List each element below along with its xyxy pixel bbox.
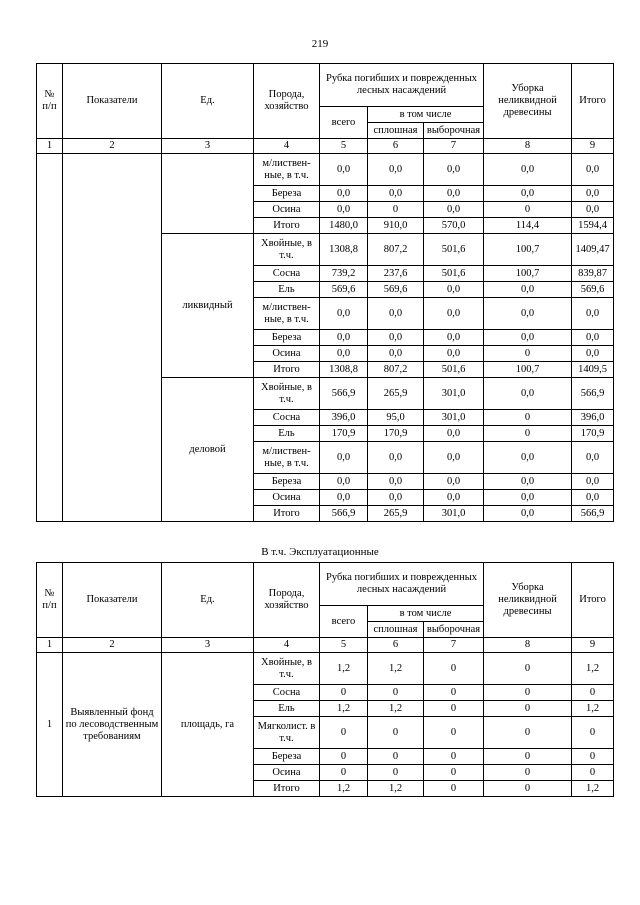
table-cell-value: 1480,0 [320,218,368,234]
t2-header-unit: Ед. [162,563,254,638]
table-cell-value: 0 [572,749,614,765]
species-cell: Сосна [254,410,320,426]
species-cell: Итого [254,506,320,522]
t1-column-number: 7 [424,139,484,154]
species-cell: Хвойные, в т.ч. [254,234,320,266]
table-cell-value: 170,9 [572,426,614,442]
table-cell-value: 0,0 [424,202,484,218]
table-cell-value: 0,0 [484,506,572,522]
species-cell: Ель [254,282,320,298]
table-cell-value: 301,0 [424,506,484,522]
t2-column-number: 9 [572,638,614,653]
table-cell-value: 0,0 [572,490,614,506]
table-cell-value: 0 [368,765,424,781]
species-cell: Итого [254,362,320,378]
species-cell: Итого [254,781,320,797]
table-cell-value: 0 [484,717,572,749]
table-cell-value: 566,9 [320,378,368,410]
table-cell-value: 0,0 [320,346,368,362]
t2-column-number: 4 [254,638,320,653]
table-cell-value: 0 [572,765,614,781]
table-cell-value: 0,0 [424,346,484,362]
table-cell-value: 265,9 [368,506,424,522]
t2-header-grand-total: Итого [572,563,614,638]
t2-header-total: всего [320,606,368,638]
table-cell-value: 0,0 [320,298,368,330]
table-cell-value: 0,0 [320,490,368,506]
table-row [37,154,614,186]
table-cell-value: 1594,4 [572,218,614,234]
table-cell-value: 0,0 [368,346,424,362]
t2-column-number: 1 [37,638,63,653]
table-cell-value: 0 [368,749,424,765]
table-cell-value: 0 [484,701,572,717]
table-cell-value: 0,0 [484,186,572,202]
table-cell-value: 100,7 [484,234,572,266]
table-cell-value: 0,0 [424,186,484,202]
species-cell: Береза [254,186,320,202]
table-cell-value: 0,0 [424,426,484,442]
t1-header-total: всего [320,107,368,139]
t2-header-indicators: Показатели [63,563,162,638]
species-cell: Сосна [254,266,320,282]
t2-header-felling: Рубка погибших и поврежденных лесных насаждений [320,563,484,606]
forest-table-main [36,63,614,522]
table-cell-value: 570,0 [424,218,484,234]
t1-header-selective: выборочная [424,123,484,139]
table-cell-value: 0 [484,202,572,218]
t2-header-cleanup: Уборка неликвидной древесины [484,563,572,638]
table-cell-value: 566,9 [320,506,368,522]
table-cell-value: 0,0 [424,442,484,474]
species-cell: Ель [254,426,320,442]
table-cell-value: 0 [484,781,572,797]
table-cell-value: 0,0 [320,186,368,202]
table-cell-value: 0,0 [320,330,368,346]
table-cell-value: 0 [484,426,572,442]
table-cell-value: 0,0 [320,202,368,218]
row-number-cell [37,154,63,522]
table-cell-value: 1409,5 [572,362,614,378]
table-cell-value: 0,0 [368,330,424,346]
table-cell-value: 0,0 [424,154,484,186]
species-cell: Осина [254,202,320,218]
table-cell-value: 0,0 [368,154,424,186]
table-cell-value: 0 [368,685,424,701]
species-cell: Ель [254,701,320,717]
table-cell-value: 100,7 [484,362,572,378]
table-cell-value: 0 [424,701,484,717]
group-label-liquid: ликвидный [162,234,254,378]
t2-header-num: № п/п [37,563,63,638]
group-label-business: деловой [162,378,254,522]
t1-header-grand-total: Итого [572,64,614,139]
table-cell-value: 910,0 [368,218,424,234]
table-cell-value: 1,2 [320,781,368,797]
species-cell: Мягколист. в т.ч. [254,717,320,749]
table-cell-value: 0 [368,202,424,218]
t2-column-number: 2 [63,638,162,653]
t1-header-unit: Ед. [162,64,254,139]
page-number: 219 [311,38,329,50]
species-cell: Береза [254,330,320,346]
t1-column-number: 6 [368,139,424,154]
table-cell-value: 0,0 [572,442,614,474]
forest-table-exploitation [36,562,614,797]
table-cell-value: 0 [484,653,572,685]
table-cell-value: 839,87 [572,266,614,282]
table-cell-value: 0 [572,685,614,701]
table-cell-value: 301,0 [424,378,484,410]
table-cell-value: 0,0 [572,474,614,490]
table-cell-value: 0 [484,346,572,362]
table-cell-value: 1,2 [572,701,614,717]
unit-cell: площадь, га [162,653,254,797]
table-cell-value: 0,0 [368,474,424,490]
t1-header-clear: сплошная [368,123,424,139]
table-cell-value: 0,0 [368,442,424,474]
table-cell-value: 501,6 [424,266,484,282]
table-cell-value: 566,9 [572,378,614,410]
table-cell-value: 1,2 [368,701,424,717]
table-cell-value: 0 [484,749,572,765]
table-cell-value: 0 [320,717,368,749]
table-cell-value: 0,0 [484,474,572,490]
t1-header-species: Порода, хозяйство [254,64,320,139]
table-cell-value: 114,4 [484,218,572,234]
table-cell-value: 0 [424,717,484,749]
table-cell-value: 0 [320,765,368,781]
t2-column-number: 7 [424,638,484,653]
unit-cell [162,154,254,234]
species-cell: Осина [254,765,320,781]
table-cell-value: 0 [368,717,424,749]
table-cell-value: 0,0 [484,282,572,298]
t1-header-num: № п/п [37,64,63,139]
table-cell-value: 0,0 [484,330,572,346]
t1-column-number: 1 [37,139,63,154]
species-cell: Итого [254,218,320,234]
table-cell-value: 396,0 [320,410,368,426]
table-cell-value: 0 [424,653,484,685]
t2-column-number: 6 [368,638,424,653]
table-cell-value: 0,0 [484,154,572,186]
table-cell-value: 566,9 [572,506,614,522]
table-cell-value: 0,0 [424,282,484,298]
table-cell-value: 0,0 [320,154,368,186]
t2-header-including: в том числе [368,606,484,622]
table-cell-value: 0 [424,765,484,781]
table-cell-value: 396,0 [572,410,614,426]
species-cell: Береза [254,749,320,765]
species-cell: Хвойные, в т.ч. [254,653,320,685]
table-cell-value: 0,0 [320,442,368,474]
table-cell-value: 0,0 [320,474,368,490]
table-cell-value: 569,6 [572,282,614,298]
t1-column-number: 3 [162,139,254,154]
table-cell-value: 501,6 [424,234,484,266]
table-cell-value: 0 [424,781,484,797]
table-cell-value: 1308,8 [320,362,368,378]
table-cell-value: 1409,47 [572,234,614,266]
table-cell-value: 569,6 [320,282,368,298]
species-cell: Береза [254,474,320,490]
t1-header-felling: Рубка погибших и поврежденных лесных насаждений [320,64,484,107]
table-cell-value: 0,0 [572,186,614,202]
table-cell-value: 100,7 [484,266,572,282]
table-cell-value: 0,0 [572,346,614,362]
t2-header-species: Порода, хозяйство [254,563,320,638]
table-cell-value: 265,9 [368,378,424,410]
table-cell-value: 0,0 [484,378,572,410]
table-row [37,653,614,685]
t2-header-selective: выборочная [424,622,484,638]
table-cell-value: 0,0 [368,490,424,506]
table-cell-value: 0,0 [572,154,614,186]
table-cell-value: 0 [572,717,614,749]
t1-column-number: 8 [484,139,572,154]
table-cell-value: 807,2 [368,362,424,378]
table-cell-value: 170,9 [368,426,424,442]
t2-header-clear: сплошная [368,622,424,638]
table-cell-value: 0,0 [484,490,572,506]
table-cell-value: 1,2 [572,781,614,797]
table-cell-value: 0,0 [424,298,484,330]
t1-column-number: 5 [320,139,368,154]
table-cell-value: 1,2 [368,781,424,797]
t2-column-number: 8 [484,638,572,653]
t1-column-number: 9 [572,139,614,154]
t1-header-indicators: Показатели [63,64,162,139]
table-cell-value: 0,0 [424,474,484,490]
table-cell-value: 1,2 [320,701,368,717]
species-cell: Сосна [254,685,320,701]
species-cell: Осина [254,346,320,362]
table-cell-value: 0,0 [424,330,484,346]
table-cell-value: 95,0 [368,410,424,426]
table-cell-value: 739,2 [320,266,368,282]
table-cell-value: 301,0 [424,410,484,426]
t1-header-cleanup: Уборка неликвидной древесины [484,64,572,139]
table-cell-value: 0,0 [424,490,484,506]
species-cell: Осина [254,490,320,506]
table-cell-value: 1,2 [368,653,424,685]
t1-header-including: в том числе [368,107,484,123]
t2-column-number: 3 [162,638,254,653]
indicator-cell: Выявленный фонд по лесоводственным требованиям [63,653,162,797]
t1-column-number: 4 [254,139,320,154]
table-cell-value: 807,2 [368,234,424,266]
table-cell-value: 501,6 [424,362,484,378]
t1-column-number: 2 [63,139,162,154]
table-cell-value: 0 [424,685,484,701]
species-cell: м/листвен-ные, в т.ч. [254,442,320,474]
table-cell-value: 0,0 [572,202,614,218]
table-cell-value: 0 [320,749,368,765]
table-cell-value: 0,0 [484,442,572,474]
species-cell: Хвойные, в т.ч. [254,378,320,410]
table-cell-value: 0 [484,685,572,701]
table-cell-value: 0 [484,765,572,781]
row-number-cell: 1 [37,653,63,797]
table-cell-value: 170,9 [320,426,368,442]
table-cell-value: 0,0 [368,298,424,330]
table-cell-value: 1,2 [320,653,368,685]
section-subtitle: В т.ч. Эксплуатационные [261,546,379,558]
table-cell-value: 0,0 [484,298,572,330]
table-cell-value: 0 [484,410,572,426]
indicator-cell [63,154,162,522]
table-cell-value: 1308,8 [320,234,368,266]
table-cell-value: 0 [424,749,484,765]
table-cell-value: 1,2 [572,653,614,685]
table-cell-value: 0,0 [572,298,614,330]
species-cell: м/листвен-ные, в т.ч. [254,154,320,186]
table-cell-value: 569,6 [368,282,424,298]
species-cell: м/листвен-ные, в т.ч. [254,298,320,330]
table-cell-value: 0,0 [572,330,614,346]
table-cell-value: 0,0 [368,186,424,202]
t2-column-number: 5 [320,638,368,653]
table-cell-value: 237,6 [368,266,424,282]
table-cell-value: 0 [320,685,368,701]
